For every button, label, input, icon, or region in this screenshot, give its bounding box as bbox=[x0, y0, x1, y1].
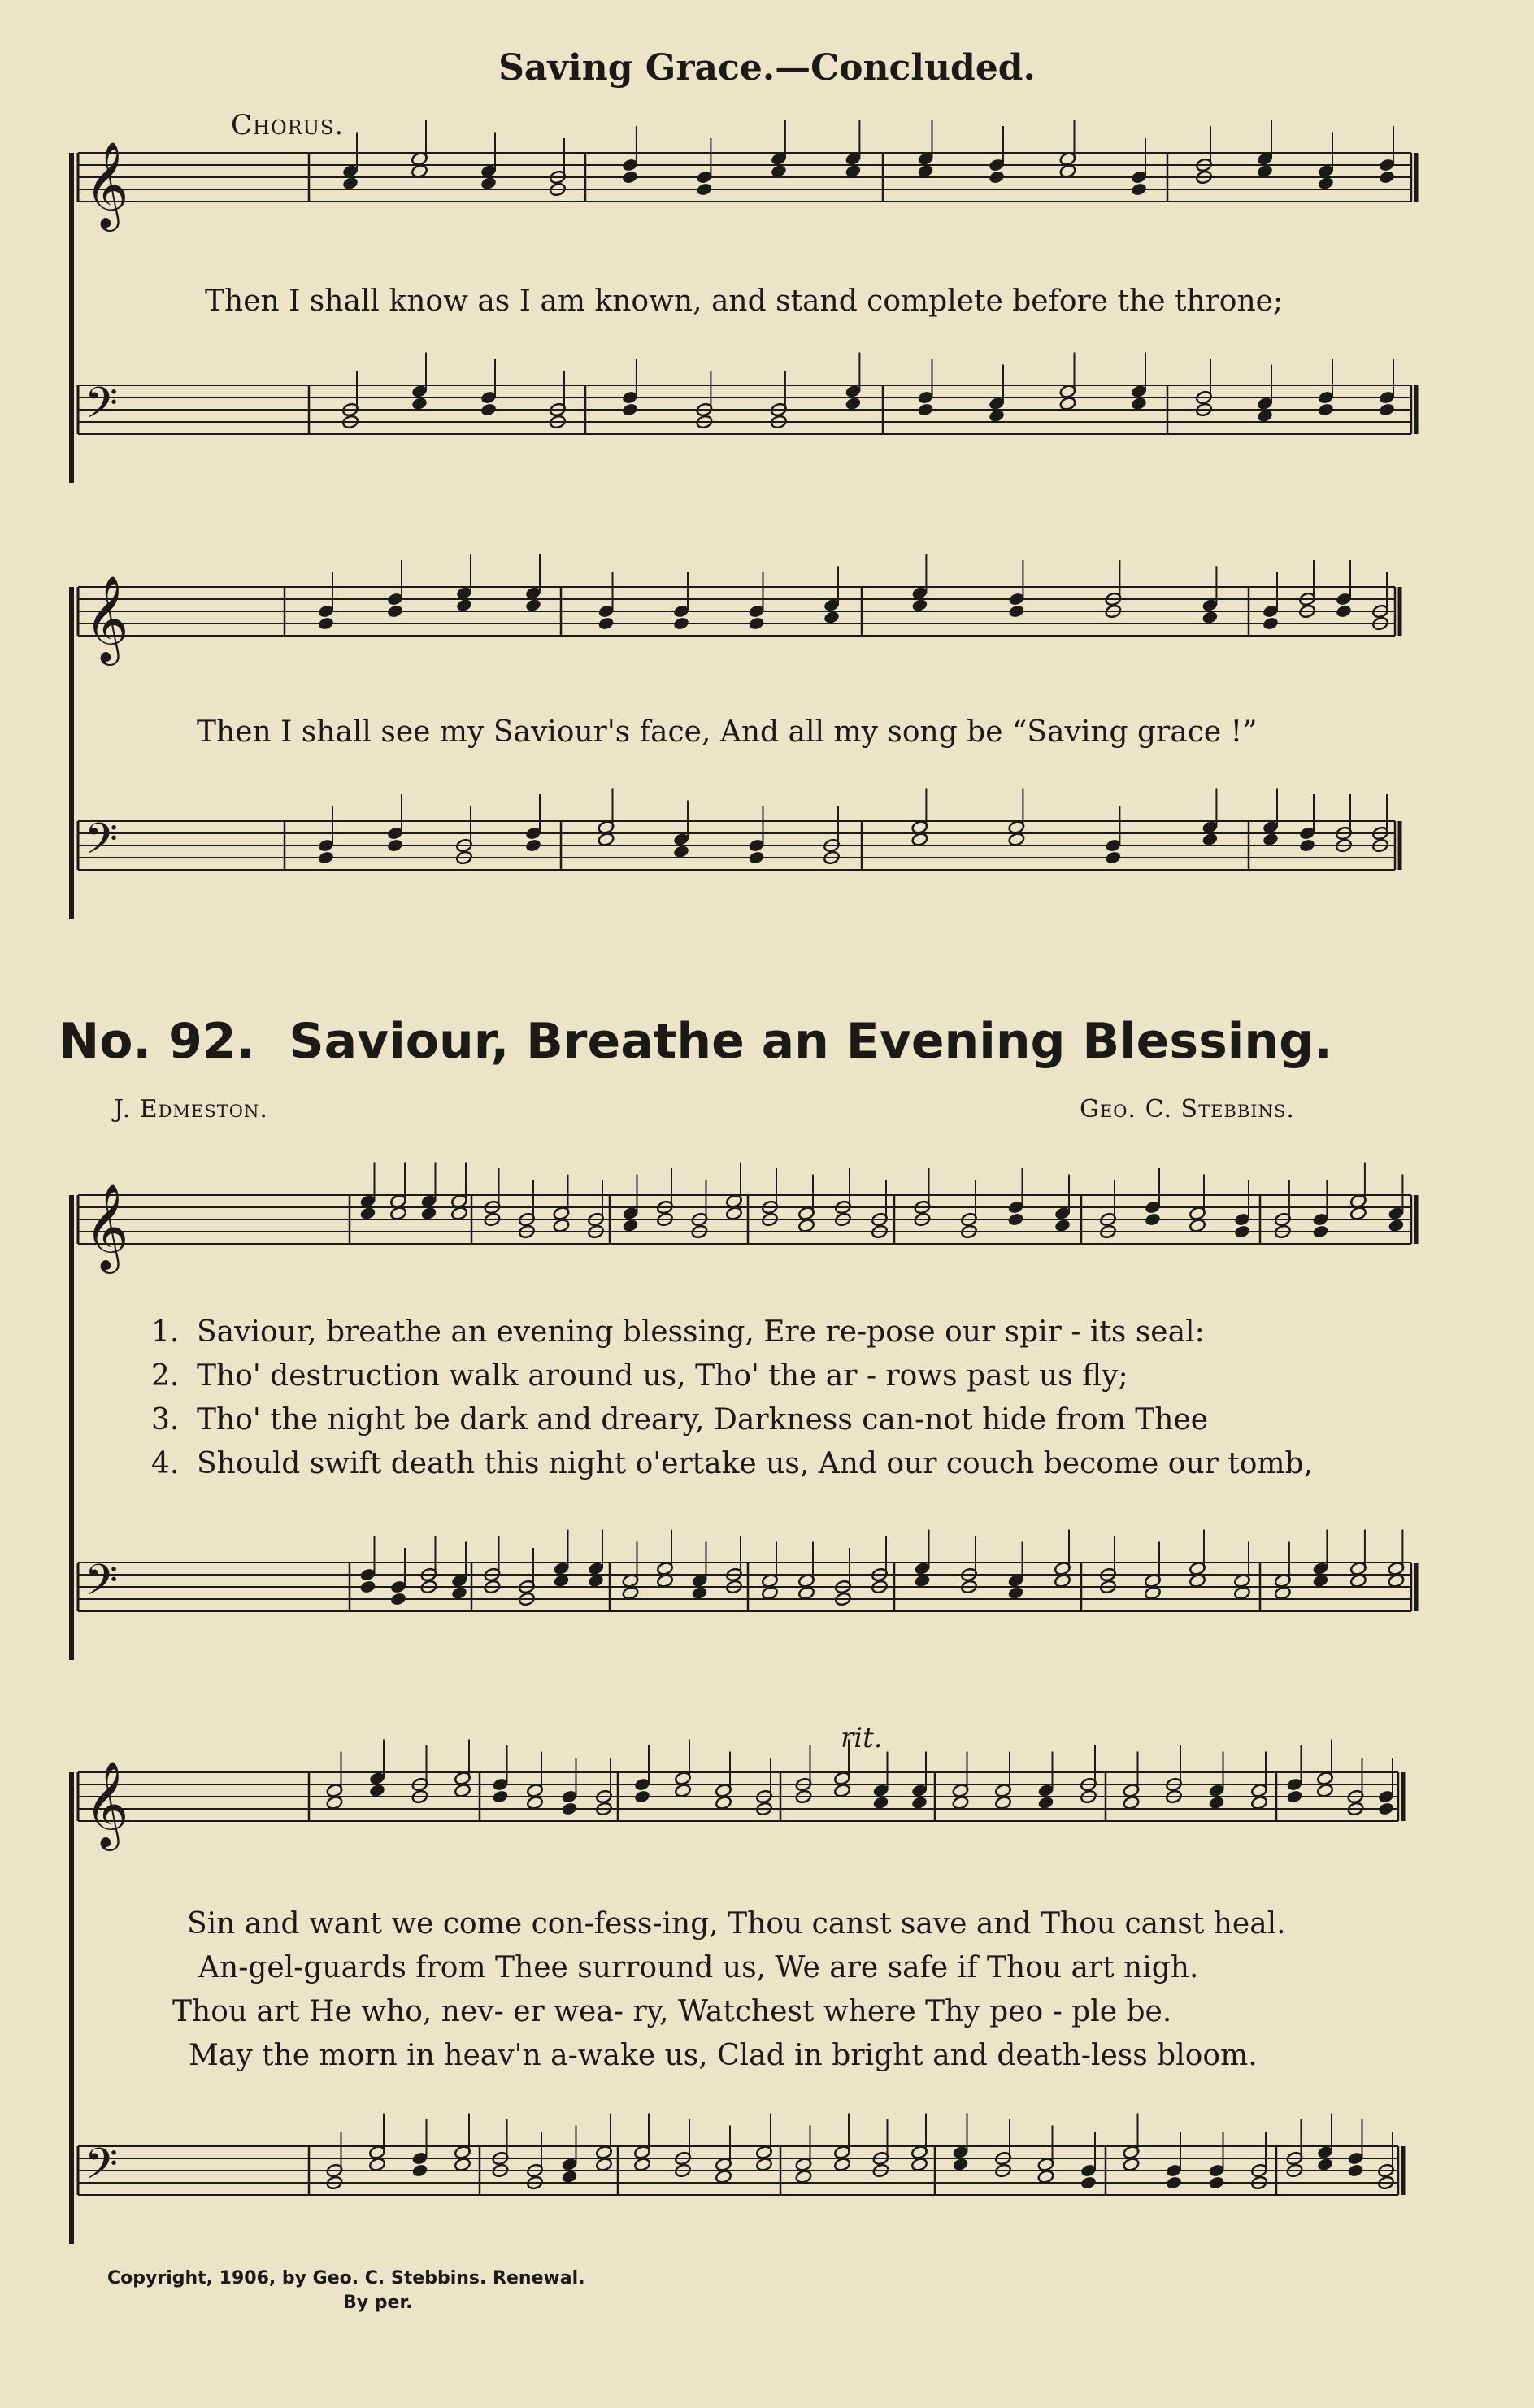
note-head bbox=[672, 844, 689, 858]
note-head bbox=[524, 598, 541, 612]
verse-line: 3. Tho' the night be dark and dreary, Darkness can-not hide from Thee bbox=[151, 1403, 1209, 1437]
note-head bbox=[561, 1802, 578, 1816]
note-head bbox=[656, 1573, 673, 1588]
note-head bbox=[715, 1795, 732, 1810]
note-head bbox=[1080, 2175, 1097, 2190]
note-head bbox=[389, 1592, 406, 1606]
note-head bbox=[1286, 1789, 1303, 1804]
note-head bbox=[480, 402, 497, 417]
note-head bbox=[1208, 2175, 1225, 2190]
note-head bbox=[1377, 1802, 1394, 1816]
chorus-lyric-line-2: Then I shall see my Saviour's face, And all my song be “Saving grace !” bbox=[197, 715, 1258, 749]
note-head bbox=[1349, 1573, 1367, 1588]
note-head bbox=[1388, 1573, 1405, 1588]
note-head bbox=[341, 176, 359, 190]
note-head bbox=[845, 396, 862, 411]
note-head bbox=[823, 610, 840, 624]
note-head bbox=[748, 616, 765, 631]
note-head bbox=[1312, 1224, 1329, 1239]
note-head bbox=[553, 1573, 570, 1588]
note-head bbox=[1262, 832, 1279, 846]
note-head bbox=[561, 2169, 578, 2184]
note-head bbox=[1233, 1224, 1250, 1239]
treble-clef-icon: 𝄞 bbox=[85, 575, 129, 662]
note-head bbox=[1208, 1795, 1225, 1810]
note-head bbox=[1008, 604, 1025, 619]
note-head bbox=[1008, 832, 1025, 846]
note-head bbox=[359, 1206, 376, 1220]
note-head bbox=[454, 2157, 471, 2171]
hymn-name: Saviour, Breathe an Evening Blessing. bbox=[289, 1013, 1332, 1070]
note-head bbox=[326, 1795, 343, 1810]
note-head bbox=[492, 1789, 509, 1804]
tempo-marking: rit. bbox=[841, 1722, 883, 1754]
permission-text: By per. bbox=[343, 2293, 413, 2313]
note-head bbox=[368, 1783, 385, 1797]
note-head bbox=[1059, 163, 1076, 178]
treble-clef-icon: 𝄞 bbox=[85, 1183, 129, 1270]
note-head bbox=[389, 1206, 406, 1220]
note-head bbox=[797, 1218, 815, 1232]
hymn-title bbox=[59, 1013, 1332, 1070]
note-head bbox=[1165, 2175, 1182, 2190]
note-head bbox=[633, 2157, 650, 2171]
bass-clef-icon: 𝄢 bbox=[85, 2140, 119, 2200]
note-head bbox=[317, 616, 334, 631]
note-head bbox=[795, 2169, 812, 2184]
note-head bbox=[770, 163, 787, 178]
note-head bbox=[994, 1795, 1011, 1810]
note-head bbox=[914, 1573, 931, 1588]
note-head bbox=[952, 2157, 969, 2171]
note-head bbox=[1054, 1573, 1071, 1588]
verse-line: 2. Tho' destruction walk around us, Tho' the ar - rows past us fly; bbox=[151, 1359, 1128, 1393]
page-title: Saving Grace.—Concluded. bbox=[498, 47, 1036, 89]
note-head bbox=[696, 182, 713, 197]
note-head bbox=[553, 1218, 570, 1232]
note-head bbox=[715, 2169, 732, 2184]
note-head bbox=[761, 1585, 778, 1600]
note-head bbox=[1007, 1585, 1024, 1600]
note-head bbox=[633, 1789, 650, 1804]
copyright-notice bbox=[107, 2267, 585, 2315]
note-head bbox=[1378, 170, 1395, 185]
note-head bbox=[1274, 1585, 1291, 1600]
note-head bbox=[1123, 2157, 1140, 2171]
note-head bbox=[1256, 408, 1273, 423]
note-head bbox=[988, 170, 1005, 185]
note-head bbox=[755, 2157, 772, 2171]
note-head bbox=[988, 408, 1005, 423]
note-head bbox=[480, 176, 497, 190]
copyright-text: Copyright, 1906, by Geo. C. Stebbins. Renewal. bbox=[107, 2268, 585, 2288]
note-head bbox=[1298, 838, 1315, 853]
note-head bbox=[317, 850, 334, 865]
note-head bbox=[917, 163, 934, 178]
note-head bbox=[450, 1585, 467, 1600]
note-head bbox=[833, 1783, 850, 1797]
note-head bbox=[386, 604, 403, 619]
note-head bbox=[621, 402, 638, 417]
verse-line: Sin and want we come con-fess-ing, Thou canst save and Thou canst heal. bbox=[187, 1907, 1286, 1941]
treble-clef-icon: 𝄞 bbox=[85, 141, 129, 228]
treble-clef-icon: 𝄞 bbox=[85, 1760, 129, 1847]
note-head bbox=[598, 616, 615, 631]
note-head bbox=[917, 402, 934, 417]
verse-line: May the morn in heav'n a-wake us, Clad in bright and death-less bloom. bbox=[189, 2039, 1258, 2072]
note-head bbox=[672, 616, 689, 631]
note-head bbox=[1144, 1212, 1161, 1227]
note-head bbox=[1059, 396, 1076, 411]
note-head bbox=[797, 1585, 815, 1600]
note-head bbox=[748, 850, 765, 865]
note-head bbox=[911, 832, 928, 846]
note-head bbox=[411, 396, 428, 411]
note-head bbox=[622, 1585, 639, 1600]
note-head bbox=[1256, 163, 1273, 178]
verse-line: An-gel-guards from Thee surround us, We are safe if Thou art nigh. bbox=[198, 1951, 1199, 1984]
note-head bbox=[910, 1795, 928, 1810]
note-head bbox=[1189, 1573, 1206, 1588]
chorus-label: Chorus. bbox=[231, 109, 345, 141]
note-head bbox=[1130, 182, 1147, 197]
note-head bbox=[1105, 850, 1122, 865]
note-head bbox=[1202, 610, 1219, 624]
words-author: J. Edmeston. bbox=[114, 1095, 268, 1124]
note-head bbox=[1233, 1585, 1250, 1600]
note-head bbox=[1250, 1795, 1267, 1810]
note-head bbox=[524, 838, 541, 853]
note-head bbox=[1262, 616, 1279, 631]
note-head bbox=[411, 163, 428, 178]
note-head bbox=[454, 1783, 471, 1797]
note-head bbox=[1312, 1573, 1329, 1588]
note-head bbox=[725, 1206, 742, 1220]
note-head bbox=[1054, 1218, 1071, 1232]
note-head bbox=[691, 1585, 708, 1600]
note-head bbox=[1316, 2157, 1333, 2171]
verse-line: 1. Saviour, breathe an evening blessing, Ere re-pose our spir - its seal: bbox=[151, 1315, 1205, 1349]
bass-clef-icon: 𝄢 bbox=[85, 815, 119, 875]
note-head bbox=[587, 1573, 604, 1588]
note-head bbox=[411, 2163, 428, 2178]
note-head bbox=[952, 1795, 969, 1810]
note-head bbox=[1202, 832, 1219, 846]
note-head bbox=[833, 2157, 850, 2171]
hymn-number: No. 92. bbox=[59, 1013, 255, 1070]
note-head bbox=[526, 1795, 543, 1810]
note-head bbox=[450, 1206, 467, 1220]
note-head bbox=[1335, 604, 1352, 619]
note-head bbox=[1349, 1206, 1367, 1220]
note-head bbox=[622, 1218, 639, 1232]
note-head bbox=[1144, 1585, 1161, 1600]
chorus-lyric-line-1: Then I shall know as I am known, and stand complete before the throne; bbox=[205, 285, 1284, 318]
note-head bbox=[872, 1795, 889, 1810]
note-head bbox=[420, 1206, 437, 1220]
note-head bbox=[359, 1580, 376, 1594]
note-head bbox=[1007, 1212, 1024, 1227]
note-head bbox=[368, 2157, 385, 2171]
verse-line: 4. Should swift death this night o'ertake us, And our couch become our tomb, bbox=[151, 1447, 1314, 1480]
note-head bbox=[1123, 1795, 1140, 1810]
note-head bbox=[1189, 1218, 1206, 1232]
note-head bbox=[1388, 1218, 1405, 1232]
note-head bbox=[621, 170, 638, 185]
note-head bbox=[845, 163, 862, 178]
note-head bbox=[1317, 402, 1334, 417]
bass-clef-icon: 𝄢 bbox=[85, 379, 119, 439]
note-head bbox=[1130, 396, 1147, 411]
note-head bbox=[1037, 2169, 1054, 2184]
note-head bbox=[598, 832, 615, 846]
note-head bbox=[910, 2157, 928, 2171]
note-head bbox=[1378, 402, 1395, 417]
note-head bbox=[455, 598, 472, 612]
note-head bbox=[1317, 176, 1334, 190]
note-head bbox=[1037, 1795, 1054, 1810]
bass-clef-icon: 𝄢 bbox=[85, 1556, 119, 1616]
note-head bbox=[674, 1783, 691, 1797]
note-head bbox=[1316, 1783, 1333, 1797]
music-composer: Geo. C. Stebbins. bbox=[1080, 1095, 1295, 1124]
verse-line: Thou art He who, nev- er wea- ry, Watchest where Thy peo - ple be. bbox=[172, 1995, 1172, 2028]
note-head bbox=[1347, 2163, 1364, 2178]
note-head bbox=[911, 598, 928, 612]
note-head bbox=[386, 838, 403, 853]
note-head bbox=[595, 2157, 612, 2171]
